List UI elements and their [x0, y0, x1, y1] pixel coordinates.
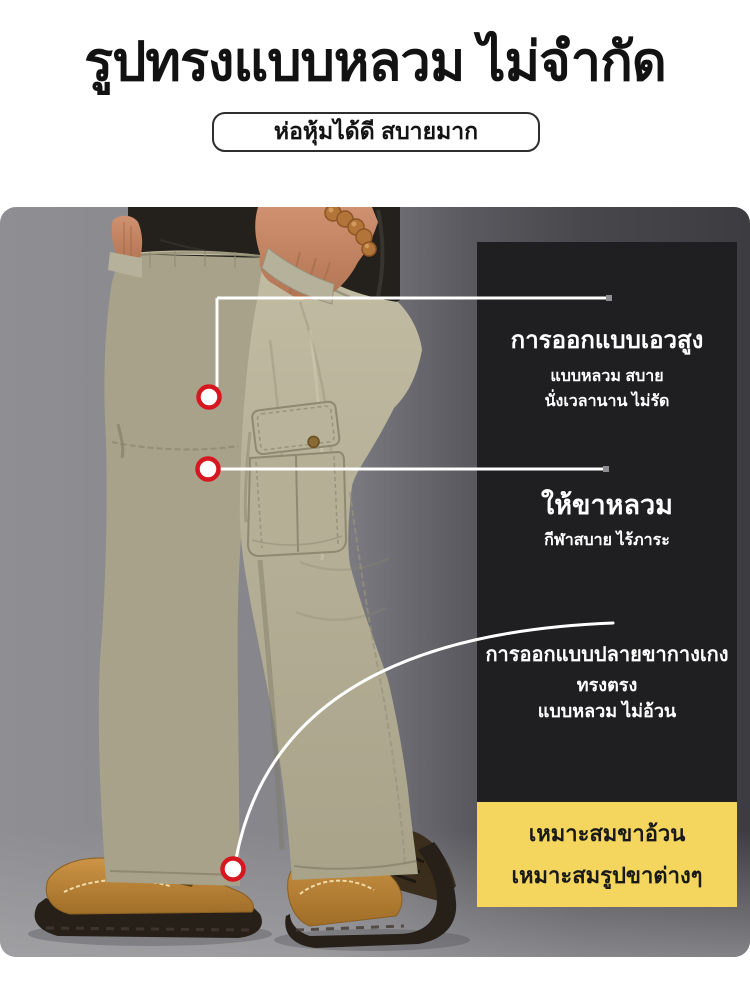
page-title: รูปทรงแบบหลวม ไม่จำกัด	[84, 32, 666, 92]
highlight-line: เหมาะสมขาอ้วน	[528, 820, 686, 846]
feature-panel	[477, 242, 737, 802]
pocket-button	[307, 436, 319, 448]
feature-line: ทรงตรง	[576, 675, 638, 695]
tagline-text: ห่อหุ้มได้ดี สบายมาก	[273, 118, 479, 144]
feature-item-hem	[477, 640, 737, 724]
feature-line: นั่งเวลานาน ไม่รัด	[544, 393, 670, 410]
feature-title: การออกแบบเอวสูง	[510, 327, 704, 354]
feature-title: ให้ขาหลวม	[541, 490, 673, 520]
tagline-box	[212, 112, 540, 152]
feature-item-waist	[477, 324, 737, 414]
cargo-pocket	[248, 401, 346, 556]
feature-line: แบบหลวม ไม่อ้วน	[537, 701, 677, 721]
feature-line: แบบหลวม สบาย	[550, 368, 664, 385]
highlight-box	[477, 802, 737, 907]
feature-line: กีฬาสบาย ไร้ภาระ	[544, 532, 670, 549]
feature-item-legs	[477, 485, 737, 554]
feature-title: การออกแบบปลายขากางเกง	[485, 644, 729, 666]
highlight-line: เหมาะสมรูปขาต่างๆ	[511, 862, 703, 888]
